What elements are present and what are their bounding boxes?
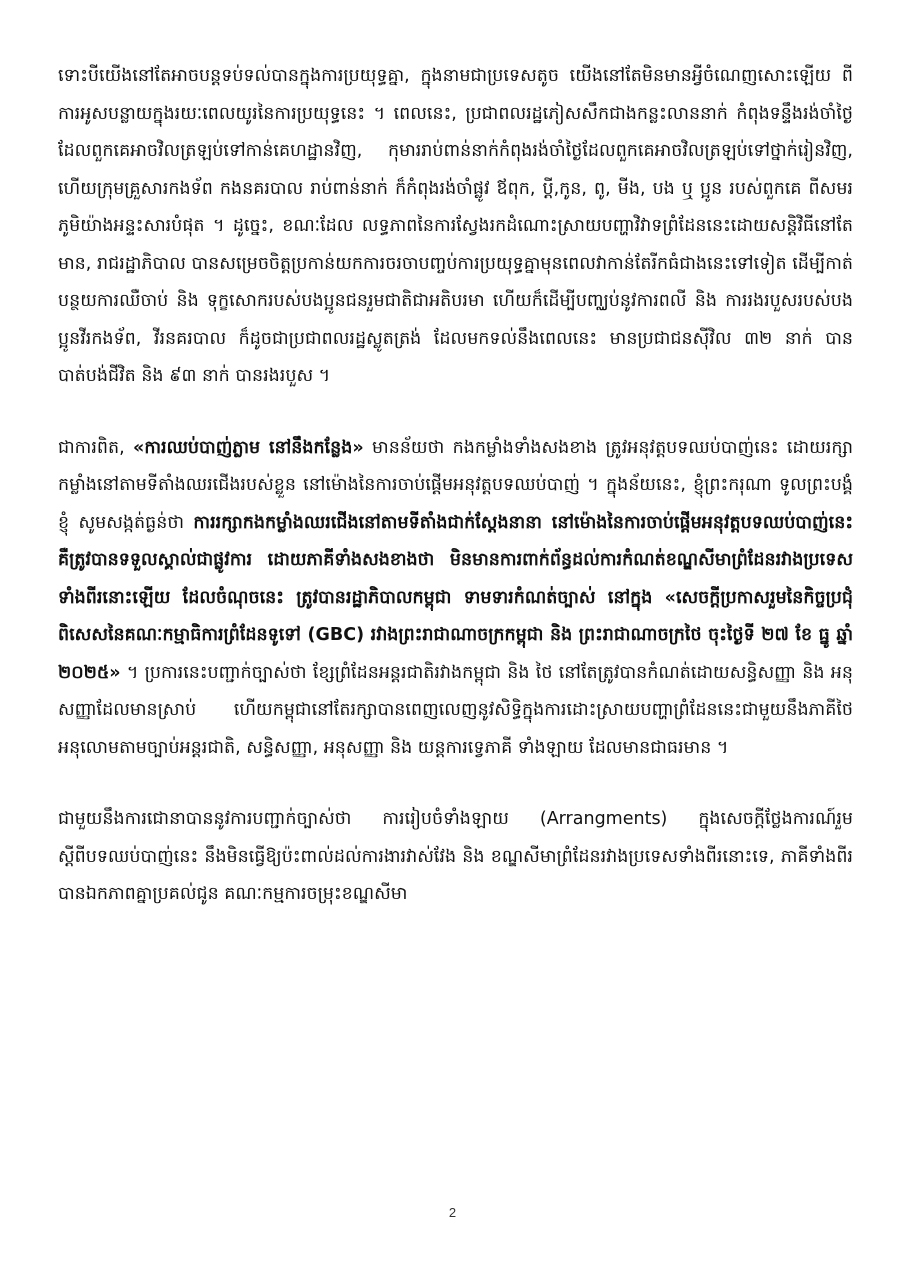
paragraph-1-text: ទោះបីយើងនៅតែអាចបន្តទប់ទល់បានក្នុងការប្រយុទ្ធគ្នា, ក្នុងនាមជាប្រទេសតូច យើងនៅតែមិនមានអ្វីចំណេញសោះឡើយ ពីការអូសបន្លាយក្នុងរយៈពេលយូរនៃការប្រយុទ្ធនេះ ។ ពេលនេះ, ប្រជាពលរដ្ឋភៀសសឹកជាងកន្លះលាននាក់ កំពុងទន្ទឹងរង់ចាំថ្ងៃដែលពួកគេអាចវិលត្រឡប់ទៅកាន់គេហដ្ឋានវិញ, កុមាររាប់ពាន់នាក់កំពុងរង់ចាំថ្ងៃដែលពួកគេអាចវិលត្រឡប់ទៅថ្នាក់រៀនវិញ, ហើយក្រុមគ្រួសារកងទ័ព កងនគរបាល រាប់ពាន់នាក់ ក៏កំពុងរង់ចាំផ្លូវ ឪពុក, ប្ដី,កូន, ពូ, មីង, បង ឬ ប្អូន របស់ពួកគេ ពីសមរភូមិយ៉ាងអន្ទះសារបំផុត ។ ដូច្នេះ, ខណៈដែល លទ្ធភាពនៃការស្វែងរកដំណោះស្រាយបញ្ហាវិវាទព្រំដែននេះដោយសន្តិវិធីនៅតែមាន, រាជរដ្ឋាភិបាល បានសម្រេចចិត្តប្រកាន់យកការចរចាបញ្ចប់ការប្រយុទ្ធគ្នាមុនពេលវាកាន់តែរីកធំជាងនេះទៅទៀត ដើម្បីកាត់បន្ថយការឈឺចាប់ និង ទុក្ខសោករបស់បងប្អូនជនរួមជាតិជាអតិបរមា ហើយក៏ដើម្បីបញ្ឈប់នូវការពលី និង ការរងរបួសរបស់បងប្អូនវីរកងទ័ព, វីរនគរបាល ក៏ដូចជាប្រជាពលរដ្ឋស្លូតត្រង់ ដែលមកទល់នឹងពេលនេះ មានប្រជាជនស៊ីវិល ៣២ នាក់ បានបាត់បង់ជីវិត និង ៩៣ នាក់ បានរងរបួស ។: [58, 66, 853, 386]
paragraph-1: [58, 58, 853, 396]
paragraph-2-explanation: មានន័យថា កងកម្លាំងទាំងសងខាង ត្រូវអនុវត្តបទឈប់បាញ់នេះ ដោយរក្សាកម្លាំងនៅតាមទីតាំងឈរជើងរបស់ខ្លួន នៅម៉ោងនៃការចាប់ផ្ដើមអនុវត្តបទឈប់បាញ់ ។ ក្នុងន័យនេះ, ខ្ញុំព្រះករុណា ទូលព្រះបង្គំ ខ្ញុំ សូមសង្កត់ធ្ងន់ថា: [58, 437, 853, 533]
paragraph-3: [58, 801, 853, 914]
page-number: 2: [448, 1205, 457, 1220]
paragraph-3-text: ជាមួយនឹងការជោនាបាននូវការបញ្ជាក់ច្បាស់ថា ការរៀបចំទាំងឡាយ (Arrangments) ក្នុងសេចក្ដីថ្លែងការណ៍រួមស្ដីពីបទឈប់បាញ់នេះ នឹងមិនធ្វើឱ្យប៉ះពាល់ដល់ការងារវាស់វែង និង ខណ្ឌសីមាព្រំដែនរវាងប្រទេសទាំងពីរនោះទេ, ភាគីទាំងពីរបានឯកភាពគ្នាប្រគល់ជូន គណៈកម្មការចម្រុះខណ្ឌសីមា: [58, 809, 853, 904]
ceasefire-term-bold: «ការឈប់បាញ់ភ្លាម នៅនឹងកន្លែង»: [133, 437, 364, 458]
paragraph-2-intro: ជាការពិត,: [58, 437, 134, 458]
paragraph-2-conclusion: ។ ប្រការនេះបញ្ជាក់ច្បាស់ថា ខ្សែព្រំដែនអន្តរជាតិរវាងកម្ពុជា និង ថៃ នៅតែត្រូវបានកំណត់ដោយសន្ធិសញ្ញា និង អនុសញ្ញាដែលមានស្រាប់ ហើយកម្ពុជានៅតែរក្សាបានពេញលេញនូវសិទ្ធិក្នុងការដោះស្រាយបញ្ហាព្រំដែននេះជាមួយនឹងភាគីថៃ អនុលោមតាមច្បាប់អន្តរជាតិ, សន្ធិសញ្ញា, អនុសញ្ញា និង យន្តការទ្វេភាគី ទាំងឡាយ ដែលមានជាធរមាន ។: [58, 662, 853, 758]
emphasis-bold: ការរក្សាកងកម្លាំងឈរជើងនៅតាមទីតាំងជាក់ស្ដែងនានា នៅម៉ោងនៃការចាប់ផ្ដើមអនុវត្តបទឈប់បាញ់នេះ គឺត្រូវបានទទួលស្គាល់ជាផ្លូវការ ដោយភាគីទាំងសងខាងថា មិនមានការពាក់ព័ន្ធដល់ការកំណត់ខណ្ឌសីមាព្រំដែនរវាងប្រទេសទាំងពីរនោះឡើយ ដែលចំណុចនេះ ត្រូវបានរដ្ឋាភិបាលកម្ពុជា ទាមទារកំណត់ច្បាស់ នៅក្នុង «សេចក្ដីប្រកាសរួមនៃកិច្ចប្រជុំពិសេសនៃគណៈកម្មាធិការព្រំដែនទូទៅ (GBC) រវាងព្រះរាជាណាចក្រកម្ពុជា និង ព្រះរាជាណាចក្រថៃ ចុះថ្ងៃទី ២៧ ខែ ធ្នូ ឆ្នាំ ២០២៥»: [58, 512, 854, 683]
paragraph-2: [58, 430, 853, 768]
